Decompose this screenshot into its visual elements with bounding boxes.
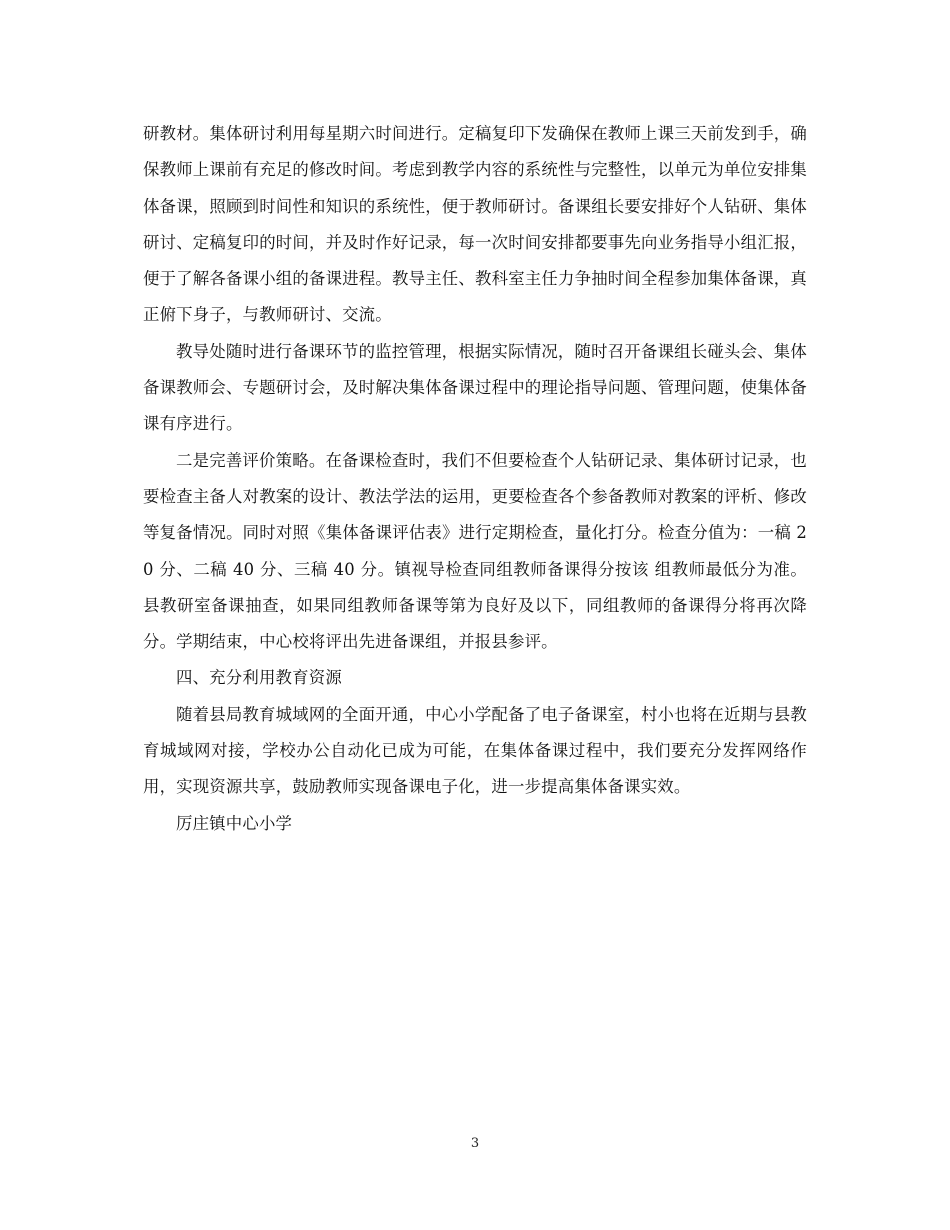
paragraph-network-resources: 随着县局教育城域网的全面开通，中心小学配备了电子备课室，村小也将在近期与县教育城域网对接，学校办公自动化已成为可能，在集体备课过程中，我们要充分发挥网络作用，实现资源共享，鼓励教师实现备课电子化，进一步提高集体备课实效。: [143, 704, 807, 797]
paragraph-monitoring-management: 教导处随时进行备课环节的监控管理，根据实际情况，随时召开备课组长碰头会、集体备课教师会、专题研讨会，及时解决集体备课过程中的理论指导问题、管理问题，使集体备课有序进行。: [143, 341, 807, 434]
paragraph-collective-research: 研教材。集体研讨利用每星期六时间进行。定稿复印下发确保在教师上课三天前发到手，确保教师上课前有充足的修改时间。考虑到教学内容的系统性与完整性，以单元为单位安排集体备课，照顾到时间性和知识的系统性，便于教师研讨。备课组长要安排好个人钻研、集体研讨、定稿复印的时间，并及时作好记录，每一次时间安排都要事先向业务指导小组汇报，便于了解各备课小组的备课进程。教导主任、教科室主任力争抽时间全程参加集体备课，真正俯下身子，与教师研讨、交流。: [143, 124, 807, 325]
page-number: 3: [470, 1136, 480, 1151]
document-body: [143, 116, 807, 842]
signature-school-name: 厉庄镇中心小学: [176, 813, 293, 833]
paragraph-evaluation-strategy: 二是完善评价策略。在备课检查时，我们不但要检查个人钻研记录、集体研讨记录，也要检查主备人对教案的设计、教法学法的运用，更要检查各个参备教师对教案的评析、修改等复备情况。同时对照《集体备课评估表》进行定期检查，量化打分。检查分值为：一稿 20 分、二稿 40 分、三稿 40 分。镇视导检查同组教师备课得分按该 组教师最低分为准。县教研室备课抽查，如果同组教师备课等第为良好及以下，同组教师的备课得分将再次降分。学期结束，中心校将评出先进备课组，并报县参评。: [143, 450, 807, 652]
section-heading-education-resources: 四、充分利用教育资源: [176, 668, 342, 688]
